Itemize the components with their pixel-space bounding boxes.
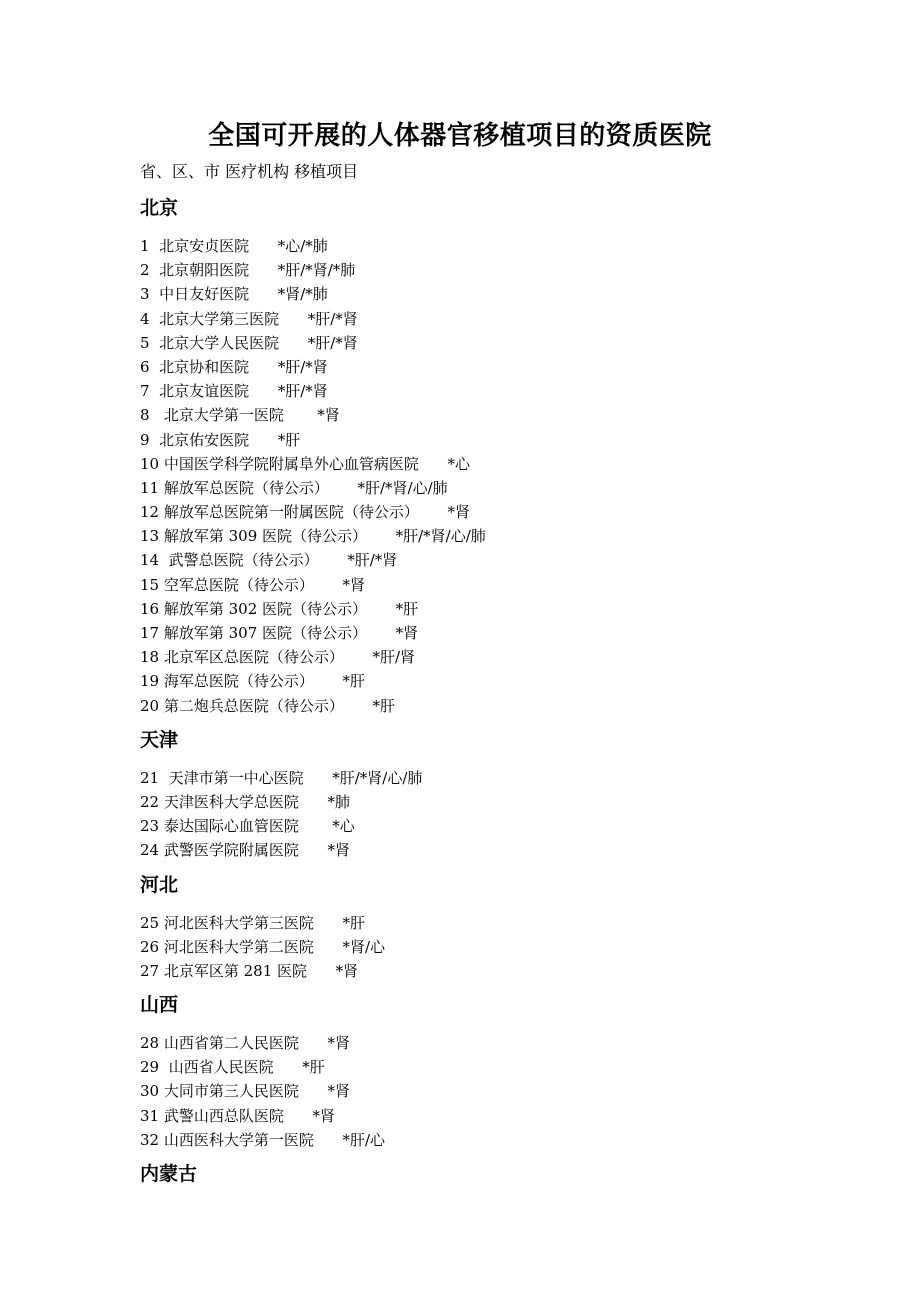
hospital-entry: 21 天津市第一中心医院 *肝/*肾/心/肺 <box>140 768 423 787</box>
hospital-entry: 30 大同市第三人民医院 *肾 <box>140 1082 350 1101</box>
hospital-entry: 14 武警总医院（待公示） *肝/*肾 <box>140 551 398 570</box>
hospital-entry: 22 天津医科大学总医院 *肺 <box>140 792 350 811</box>
document-body <box>140 195 880 1200</box>
province-section <box>140 992 880 1152</box>
hospital-entry: 15 空军总医院（待公示） *肾 <box>140 575 365 594</box>
hospital-entry: 1 北京安贞医院 *心/*肺 <box>140 237 328 255</box>
hospital-entry: 12 解放军总医院第一附属医院（待公示） *肾 <box>140 503 470 522</box>
province-heading: 山西 <box>140 994 179 1017</box>
hospital-entry: 7 北京友谊医院 *肝/*肾 <box>140 382 328 401</box>
hospital-entry: 19 海军总医院（待公示） *肝 <box>140 672 365 691</box>
hospital-entry: 31 武警山西总队医院 *肾 <box>140 1106 335 1125</box>
hospital-entry: 11 解放军总医院（待公示） *肝/*肾/心/肺 <box>140 478 448 497</box>
province-heading: 河北 <box>140 873 179 896</box>
province-section <box>140 195 880 718</box>
columns-header: 省、区、市 医疗机构 移植项目 <box>140 162 359 181</box>
hospital-entry: 13 解放军第 309 医院（待公示） *肝/*肾/心/肺 <box>140 527 486 546</box>
hospital-entry: 16 解放军第 302 医院（待公示） *肝 <box>140 599 419 618</box>
hospital-entry: 10 中国医学科学院附属阜外心血管病医院 *心 <box>140 454 470 473</box>
hospital-entry: 26 河北医科大学第二医院 *肾/心 <box>140 937 386 956</box>
hospital-entry: 4 北京大学第三医院 *肝/*肾 <box>140 309 358 328</box>
province-section <box>140 1161 880 1187</box>
province-heading: 北京 <box>140 197 179 219</box>
hospital-entry: 3 中日友好医院 *肾/*肺 <box>140 285 328 304</box>
hospital-entry: 9 北京佑安医院 *肝 <box>140 430 301 449</box>
document-title: 全国可开展的人体器官移植项目的资质医院 <box>208 121 712 151</box>
hospital-entry: 23 泰达国际心血管医院 *心 <box>140 817 355 836</box>
hospital-entry: 20 第二炮兵总医院（待公示） *肝 <box>140 696 395 715</box>
hospital-entry: 25 河北医科大学第三医院 *肝 <box>140 913 365 932</box>
hospital-entry: 24 武警医学院附属医院 *肾 <box>140 841 350 860</box>
hospital-entry: 18 北京军区总医院（待公示） *肝/肾 <box>140 648 416 667</box>
hospital-entry: 8 北京大学第一医院 *肾 <box>140 406 340 425</box>
province-heading: 内蒙古 <box>140 1163 198 1185</box>
hospital-entry: 29 山西省人民医院 *肝 <box>140 1058 325 1077</box>
hospital-entry: 2 北京朝阳医院 *肝/*肾/*肺 <box>140 261 356 280</box>
hospital-entry: 5 北京大学人民医院 *肝/*肾 <box>140 333 358 352</box>
province-heading: 天津 <box>140 728 179 751</box>
province-section <box>140 727 880 863</box>
hospital-entry: 28 山西省第二人民医院 *肾 <box>140 1034 350 1053</box>
hospital-entry: 27 北京军区第 281 医院 *肾 <box>140 961 359 980</box>
hospital-entry: 6 北京协和医院 *肝/*肾 <box>140 357 328 376</box>
province-section <box>140 872 880 984</box>
hospital-entry: 17 解放军第 307 医院（待公示） *肾 <box>140 624 419 642</box>
hospital-entry: 32 山西医科大学第一医院 *肝/心 <box>140 1130 386 1149</box>
